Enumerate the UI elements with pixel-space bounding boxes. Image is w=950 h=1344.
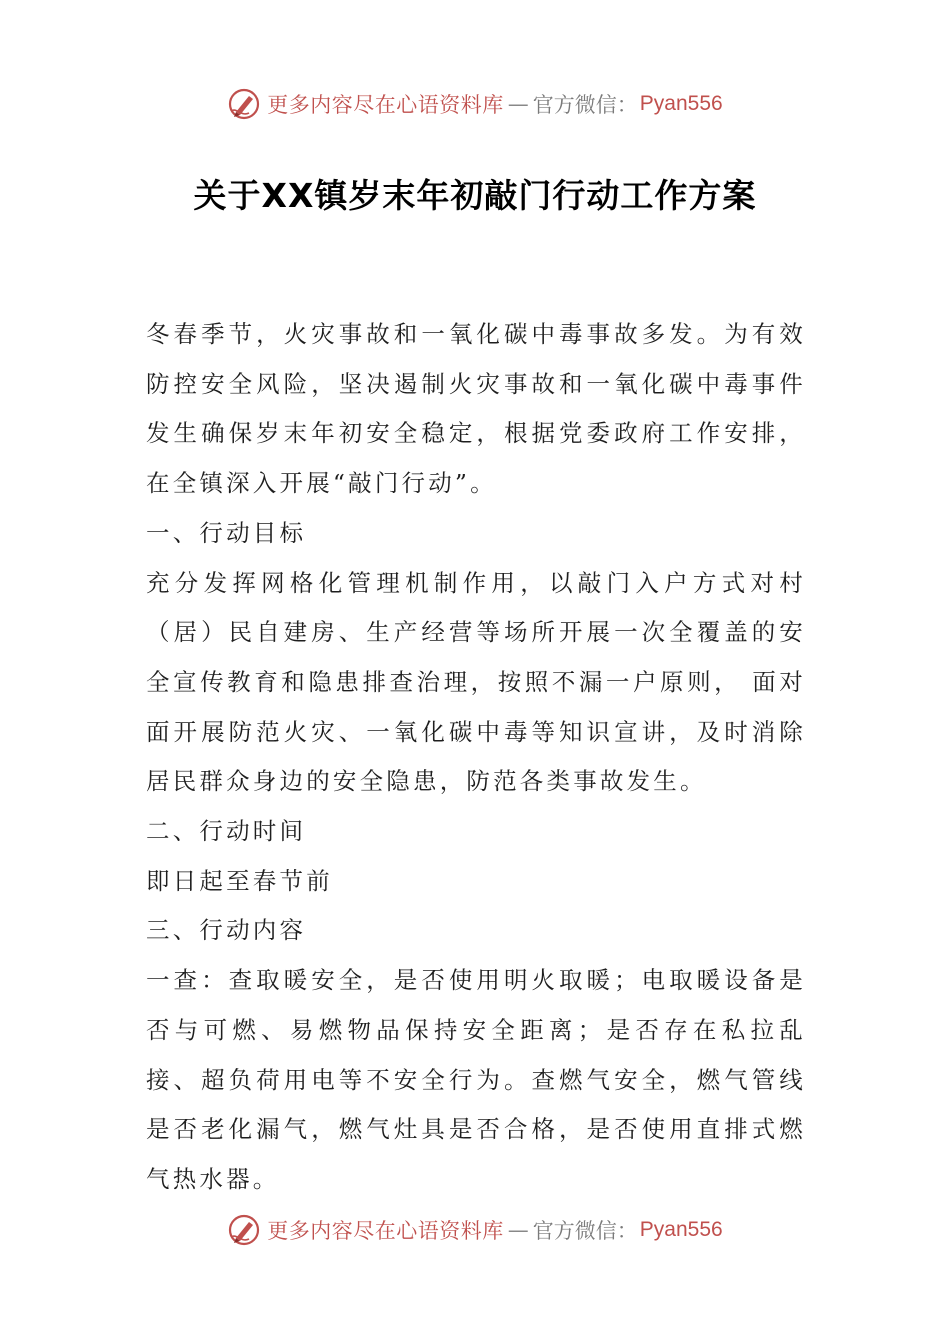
watermark-separator: — [507, 1218, 529, 1242]
document-title: 关于XX镇岁末年初敲门行动工作方案 [193, 176, 757, 215]
watermark-handle: Pyan556 [639, 92, 723, 115]
watermark-brand: 更多内容尽在心语资料库 [267, 1219, 504, 1243]
section-heading-content: 三、行动内容 [146, 916, 307, 945]
watermark-handle: Pyan556 [639, 1218, 723, 1241]
section-heading-time: 二、行动时间 [146, 817, 307, 846]
pen-circle-logo-icon [227, 87, 261, 121]
watermark-separator: — [507, 92, 529, 116]
pen-circle-logo-icon [227, 1213, 261, 1247]
intro-paragraph: 冬春季节，火灾事故和一氧化碳中毒事故多发。为有效防控安全风险，坚决遏制火灾事故和一氧化碳中毒事件发生确保岁末年初安全稳定，根据党委政府工作安排，在全镇深入开展“敲门行动”。 [146, 320, 806, 498]
section-body-time: 即日起至春节前 [146, 866, 333, 895]
document-body [146, 310, 806, 1205]
section-body-content: 一查：查取暖安全，是否使用明火取暖；电取暖设备是否与可燃、易燃物品保持安全距离；是否存在私拉乱接、超负荷用电等不安全行为。查燃气安全，燃气管线是否老化漏气，燃气灶具是否合格，是否使用直排式燃气热水器。 [146, 966, 806, 1193]
watermark-brand: 更多内容尽在心语资料库 [267, 93, 504, 117]
watermark-official-label: 官方微信： [532, 1219, 638, 1243]
section-heading-goal: 一、行动目标 [146, 518, 307, 547]
section-body-goal: 充分发挥网格化管理机制作用，以敲门入户方式对村（居）民自建房、生产经营等场所开展一次全覆盖的安全宣传教育和隐患排查治理，按照不漏一户原则， 面对面开展防范火灾、一氧化碳中毒等知识宣讲，及时消除居民群众身边的安全隐患，防范各类事故发生。 [146, 568, 806, 796]
watermark-official-label: 官方微信： [532, 93, 638, 117]
watermark-footer [0, 1208, 950, 1252]
watermark-header [0, 82, 950, 126]
